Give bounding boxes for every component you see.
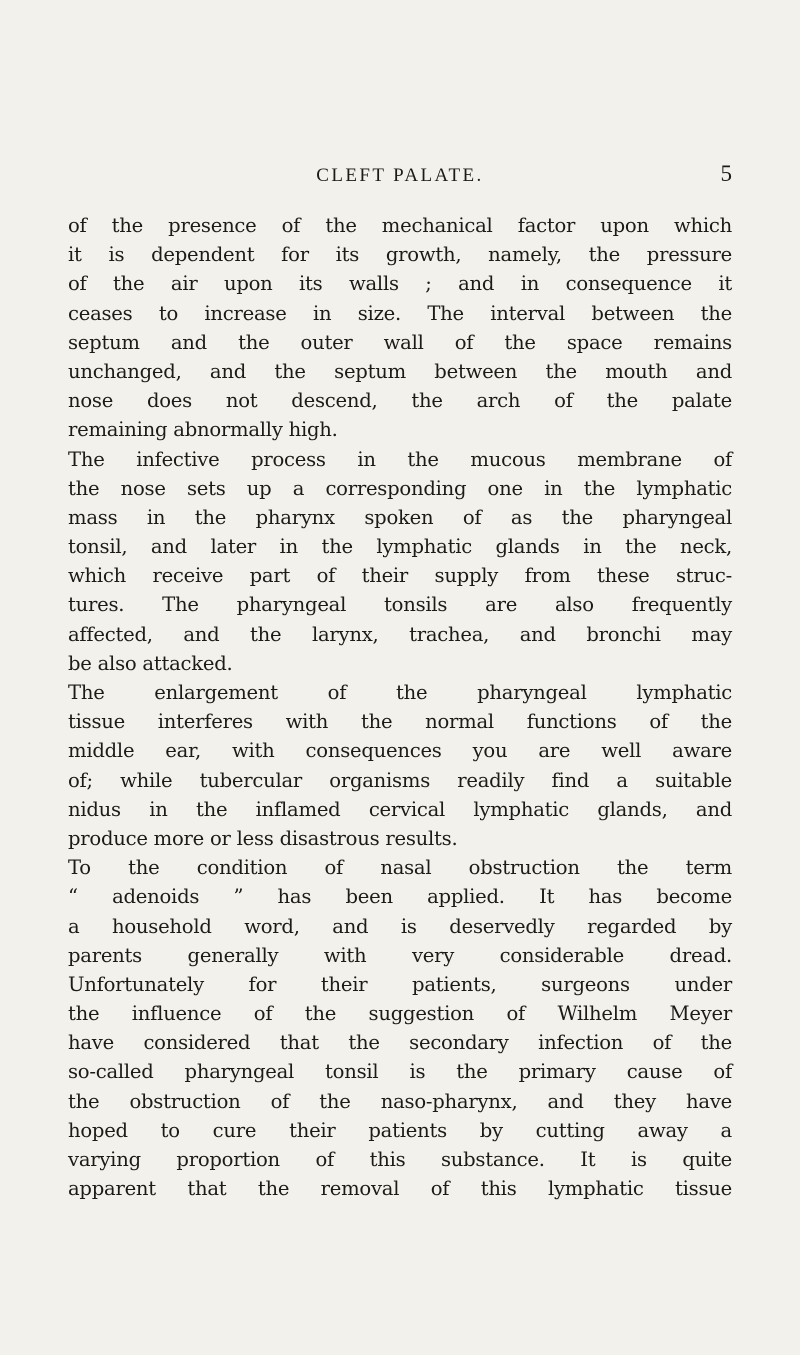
text-line: produce more or less disastrous results.: [68, 826, 458, 850]
text-line: of the presence of the mechanical factor upon which: [68, 214, 732, 237]
body-text: [68, 211, 732, 1203]
text-line: septum and the outer wall of the space remains: [68, 330, 732, 354]
text-line: tonsil, and later in the lymphatic glands in the neck,: [68, 535, 732, 559]
text-line: middle ear, with consequences you are well aware: [68, 739, 732, 763]
text-line: the obstruction of the naso-pharynx, and they have: [68, 1089, 732, 1113]
text-line: Unfortunately for their patients, surgeons under: [68, 972, 732, 996]
text-line: nose does not descend, the arch of the palate: [68, 389, 732, 413]
text-line: it is dependent for its growth, namely, the pressure: [68, 243, 732, 267]
text-line: mass in the pharynx spoken of as the pharyngeal: [68, 505, 732, 529]
text-line: of the air upon its walls ; and in consequence it: [68, 272, 732, 296]
text-line: be also attacked.: [68, 651, 233, 675]
text-line: unchanged, and the septum between the mouth and: [68, 359, 732, 383]
text-line: remaining abnormally high.: [68, 418, 338, 442]
running-head: [68, 163, 732, 193]
text-line: the nose sets up a corresponding one in the lymphatic: [68, 476, 732, 500]
text-line: which receive part of their supply from these struc-: [68, 564, 732, 588]
text-line: parents generally with very considerable dread.: [68, 943, 732, 967]
text-line: apparent that the removal of this lymphatic tissue: [68, 1177, 732, 1201]
text-line: varying proportion of this substance. It is quite: [68, 1148, 732, 1171]
page-number: 5: [720, 161, 732, 186]
text-line: the influence of the suggestion of Wilhelm Meyer: [68, 1002, 732, 1026]
text-line: ceases to increase in size. The interval between the: [68, 301, 732, 325]
running-title: CLEFT PALATE.: [316, 165, 484, 186]
text-line: tissue interferes with the normal functions of the: [68, 710, 732, 734]
text-line: tures. The pharyngeal tonsils are also frequently: [68, 593, 732, 617]
text-line: of; while tubercular organisms readily find a suitable: [68, 768, 732, 792]
text-line: so-called pharyngeal tonsil is the primary cause of: [68, 1060, 732, 1084]
text-line: The enlargement of the pharyngeal lymphatic: [68, 681, 732, 704]
text-line: have considered that the secondary infection of the: [68, 1031, 732, 1055]
text-line: To the condition of nasal obstruction the term: [68, 856, 732, 880]
text-line: hoped to cure their patients by cutting away a: [68, 1118, 732, 1142]
text-line: The infective process in the mucous membrane of: [68, 447, 732, 471]
text-line: “ adenoids ” has been applied. It has become: [68, 885, 732, 909]
text-line: a household word, and is deservedly regarded by: [68, 914, 732, 938]
text-line: nidus in the inflamed cervical lymphatic glands, and: [68, 797, 732, 821]
text-line: affected, and the larynx, trachea, and bronchi may: [68, 622, 732, 646]
